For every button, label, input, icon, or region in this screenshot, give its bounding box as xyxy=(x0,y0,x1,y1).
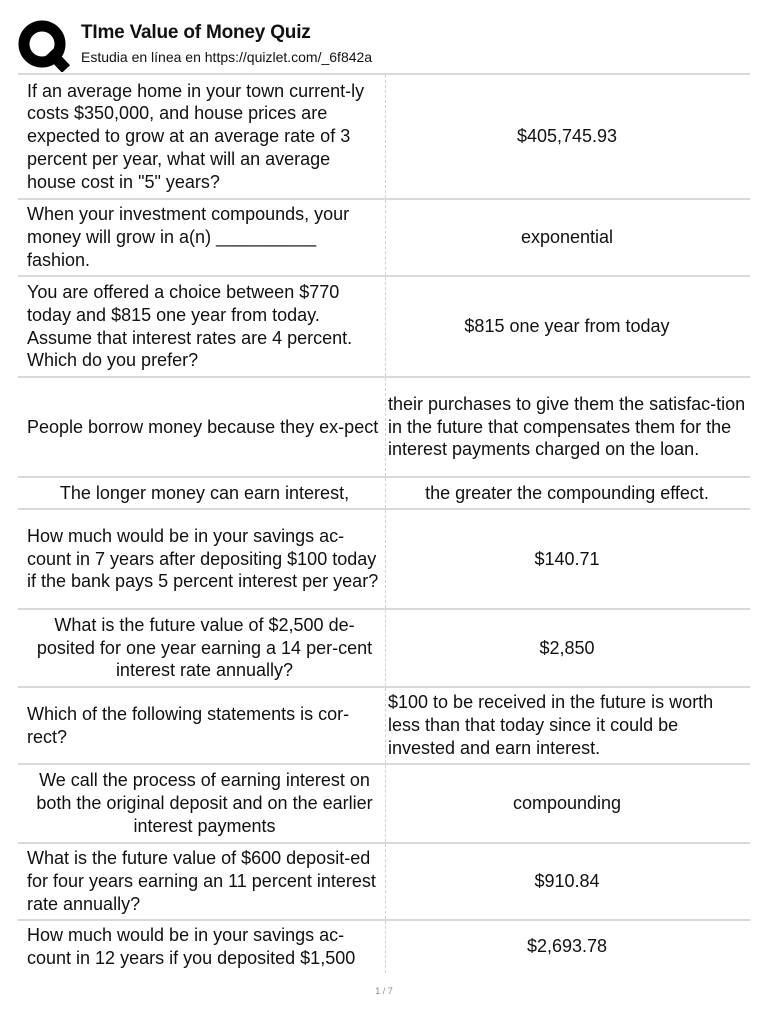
flashcard-table xyxy=(18,73,750,973)
card-definition: $405,745.93 xyxy=(386,74,751,199)
card-definition: $2,850 xyxy=(386,609,751,687)
card-term: The longer money can earn interest, xyxy=(18,477,386,509)
table-row xyxy=(18,509,750,609)
table-row xyxy=(18,920,750,973)
card-term: How much would be in your savings ac-count in 7 years after depositing $100 today if the bank pays 5 percent interest per year? xyxy=(18,509,386,609)
table-row xyxy=(18,377,750,477)
table-row xyxy=(18,74,750,199)
card-term: If an average home in your town current-ly costs $350,000, and house prices are expected to grow at an average rate of 3 percent per year, what will an average house cost in "5" years? xyxy=(18,74,386,199)
quizlet-logo-icon xyxy=(18,20,70,72)
card-definition: $815 one year from today xyxy=(386,276,751,377)
table-row xyxy=(18,609,750,687)
table-row xyxy=(18,276,750,377)
card-term: What is the future value of $600 deposit-ed for four years earning an 11 percent interest rate annually? xyxy=(18,843,386,920)
quizlet-link[interactable]: https://quizlet.com/_6f842a xyxy=(204,49,373,65)
card-definition: exponential xyxy=(386,199,751,276)
table-row xyxy=(18,199,750,276)
table-row xyxy=(18,764,750,843)
card-definition: $140.71 xyxy=(386,509,751,609)
subtitle-text: Estudia en línea en xyxy=(81,49,205,65)
table-row xyxy=(18,477,750,509)
card-term: People borrow money because they ex-pect xyxy=(18,377,386,477)
card-definition: their purchases to give them the satisfac-tion in the future that compensates them for the interest payments charged on the loan. xyxy=(386,377,751,477)
card-term: What is the future value of $2,500 de-posited for one year earning a 14 per-cent interest rate annually? xyxy=(18,609,386,687)
table-row xyxy=(18,843,750,920)
card-term: You are offered a choice between $770 today and $815 one year from today. Assume that interest rates are 4 percent. Which do you prefer? xyxy=(18,276,386,377)
page-header xyxy=(18,18,754,72)
card-definition: $100 to be received in the future is worth less than that today since it could be invested and earn interest. xyxy=(386,687,751,764)
page-title: TIme Value of Money Quiz xyxy=(81,22,311,43)
card-definition: compounding xyxy=(386,764,751,843)
card-definition: $2,693.78 xyxy=(386,920,751,973)
card-term: We call the process of earning interest on both the original deposit and on the earlier interest payments xyxy=(18,764,386,843)
card-definition: $910.84 xyxy=(386,843,751,920)
card-term: Which of the following statements is cor-rect? xyxy=(18,687,386,764)
page-number: 1 / 7 xyxy=(375,986,393,996)
card-definition: the greater the compounding effect. xyxy=(386,477,751,509)
page-subtitle xyxy=(81,49,372,65)
card-term: When your investment compounds, your money will grow in a(n) __________ fashion. xyxy=(18,199,386,276)
table-row xyxy=(18,687,750,764)
card-term: How much would be in your savings ac-count in 12 years if you deposited $1,500 xyxy=(18,920,386,973)
